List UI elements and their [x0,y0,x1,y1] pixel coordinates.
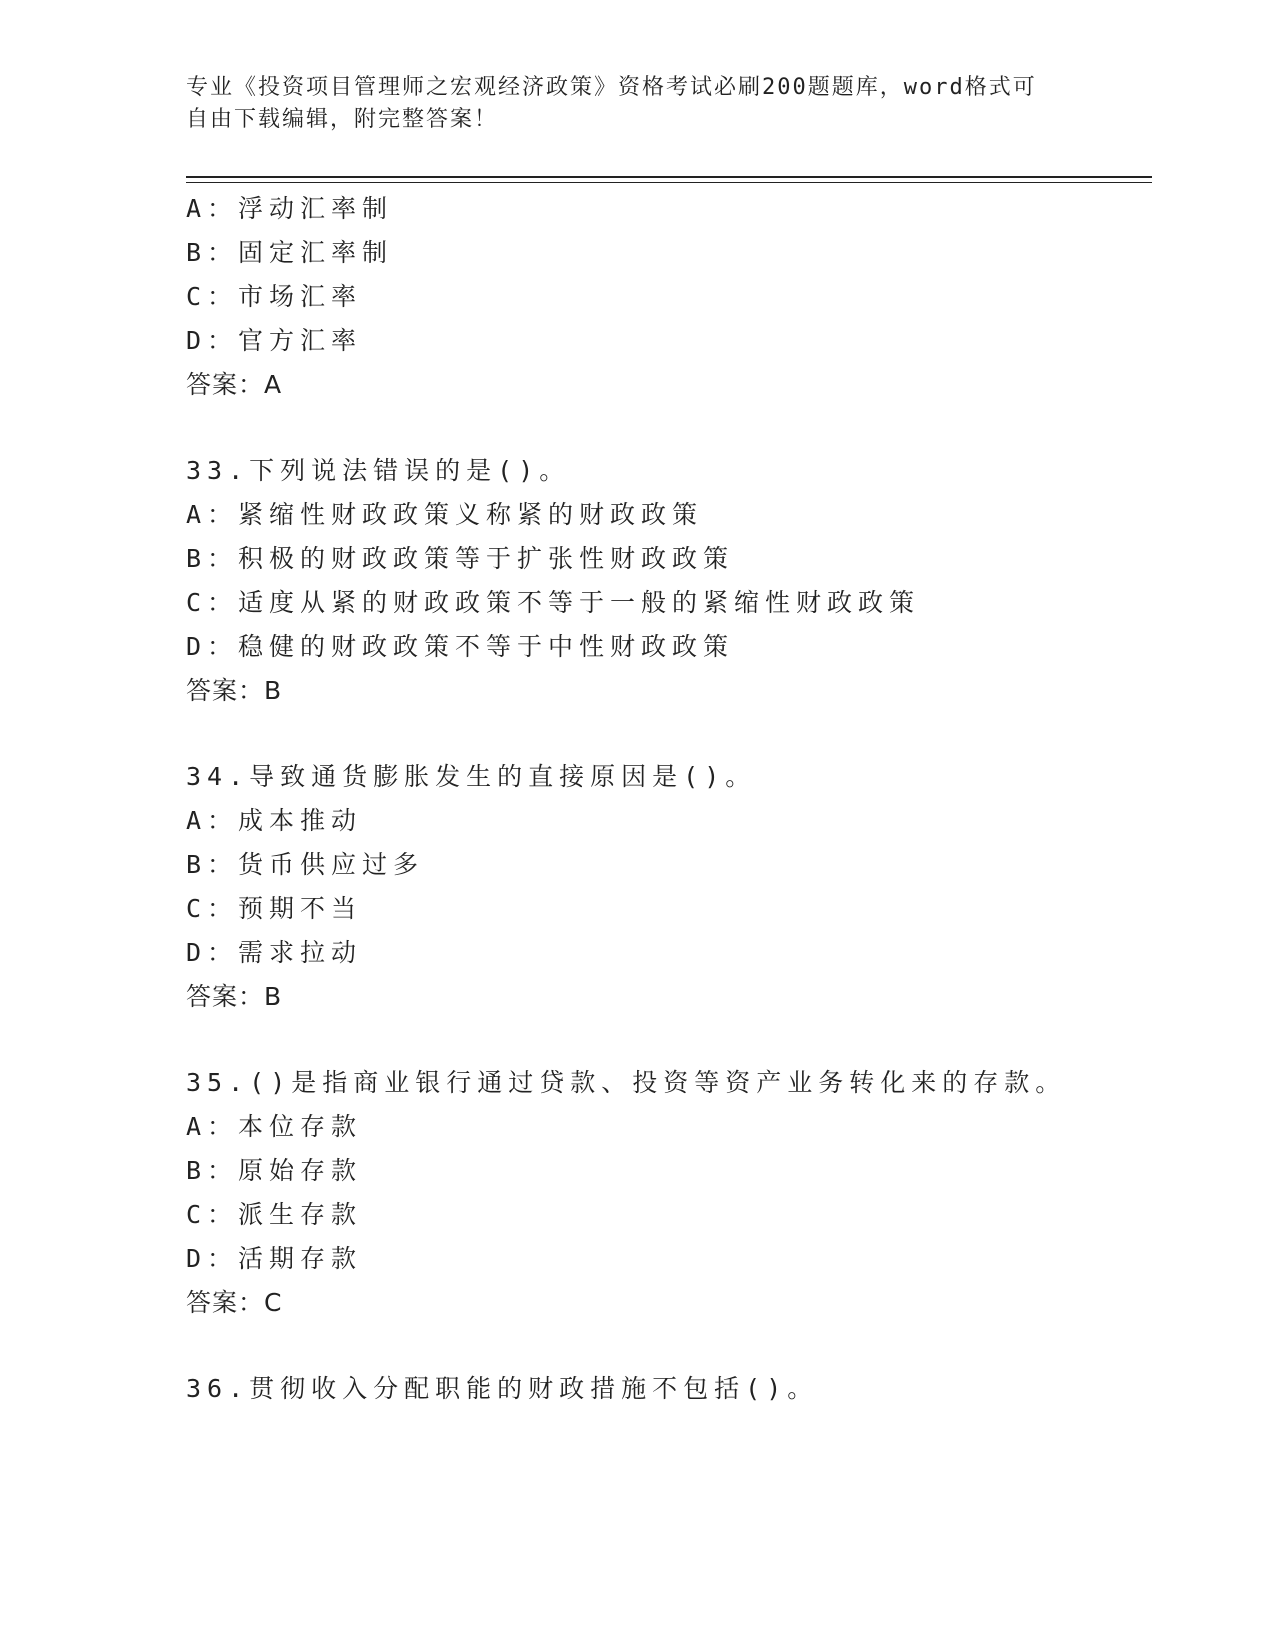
q36-stem: 36.贯彻收入分配职能的财政措施不包括()。 [186,1374,819,1403]
q34-option-b: B：货币供应过多 [186,850,425,879]
q34-stem: 34.导致通货膨胀发生的直接原因是()。 [186,762,757,791]
q34-answer: 答案：B [186,982,283,1011]
header-divider-thin [186,182,1152,183]
q34-option-d: D：需求拉动 [186,938,363,967]
q33-option-c: C：适度从紧的财政政策不等于一般的紧缩性财政政策 [186,588,921,617]
q33-option-d: D：稳健的财政政策不等于中性财政政策 [186,632,735,661]
q35-stem: 35.()是指商业银行通过贷款、投资等资产业务转化来的存款。 [186,1068,1067,1097]
document-header [186,72,1066,136]
header-line-1: 专业《投资项目管理师之宏观经济政策》资格考试必刷200题题库，word格式可 [186,75,1037,100]
q33-option-b: B：积极的财政政策等于扩张性财政政策 [186,544,735,573]
q34-option-c: C：预期不当 [186,894,363,923]
q35-option-d: D：活期存款 [186,1244,363,1273]
q35-answer: 答案：C [186,1288,283,1317]
prev-option-d: D：官方汇率 [186,326,363,355]
q33-answer: 答案：B [186,676,283,705]
q35-option-b: B：原始存款 [186,1156,363,1185]
prev-option-b: B：固定汇率制 [186,238,394,267]
prev-option-a: A：浮动汇率制 [186,194,394,223]
prev-answer: 答案：A [186,370,283,399]
header-line-2: 自由下载编辑，附完整答案！ [186,107,499,132]
q33-stem: 33.下列说法错误的是()。 [186,456,571,485]
q34-option-a: A：成本推动 [186,806,363,835]
q33-option-a: A：紧缩性财政政策义称紧的财政政策 [186,500,704,529]
q35-option-c: C：派生存款 [186,1200,363,1229]
header-divider-thick [186,176,1152,178]
q35-option-a: A：本位存款 [186,1112,363,1141]
prev-option-c: C：市场汇率 [186,282,363,311]
